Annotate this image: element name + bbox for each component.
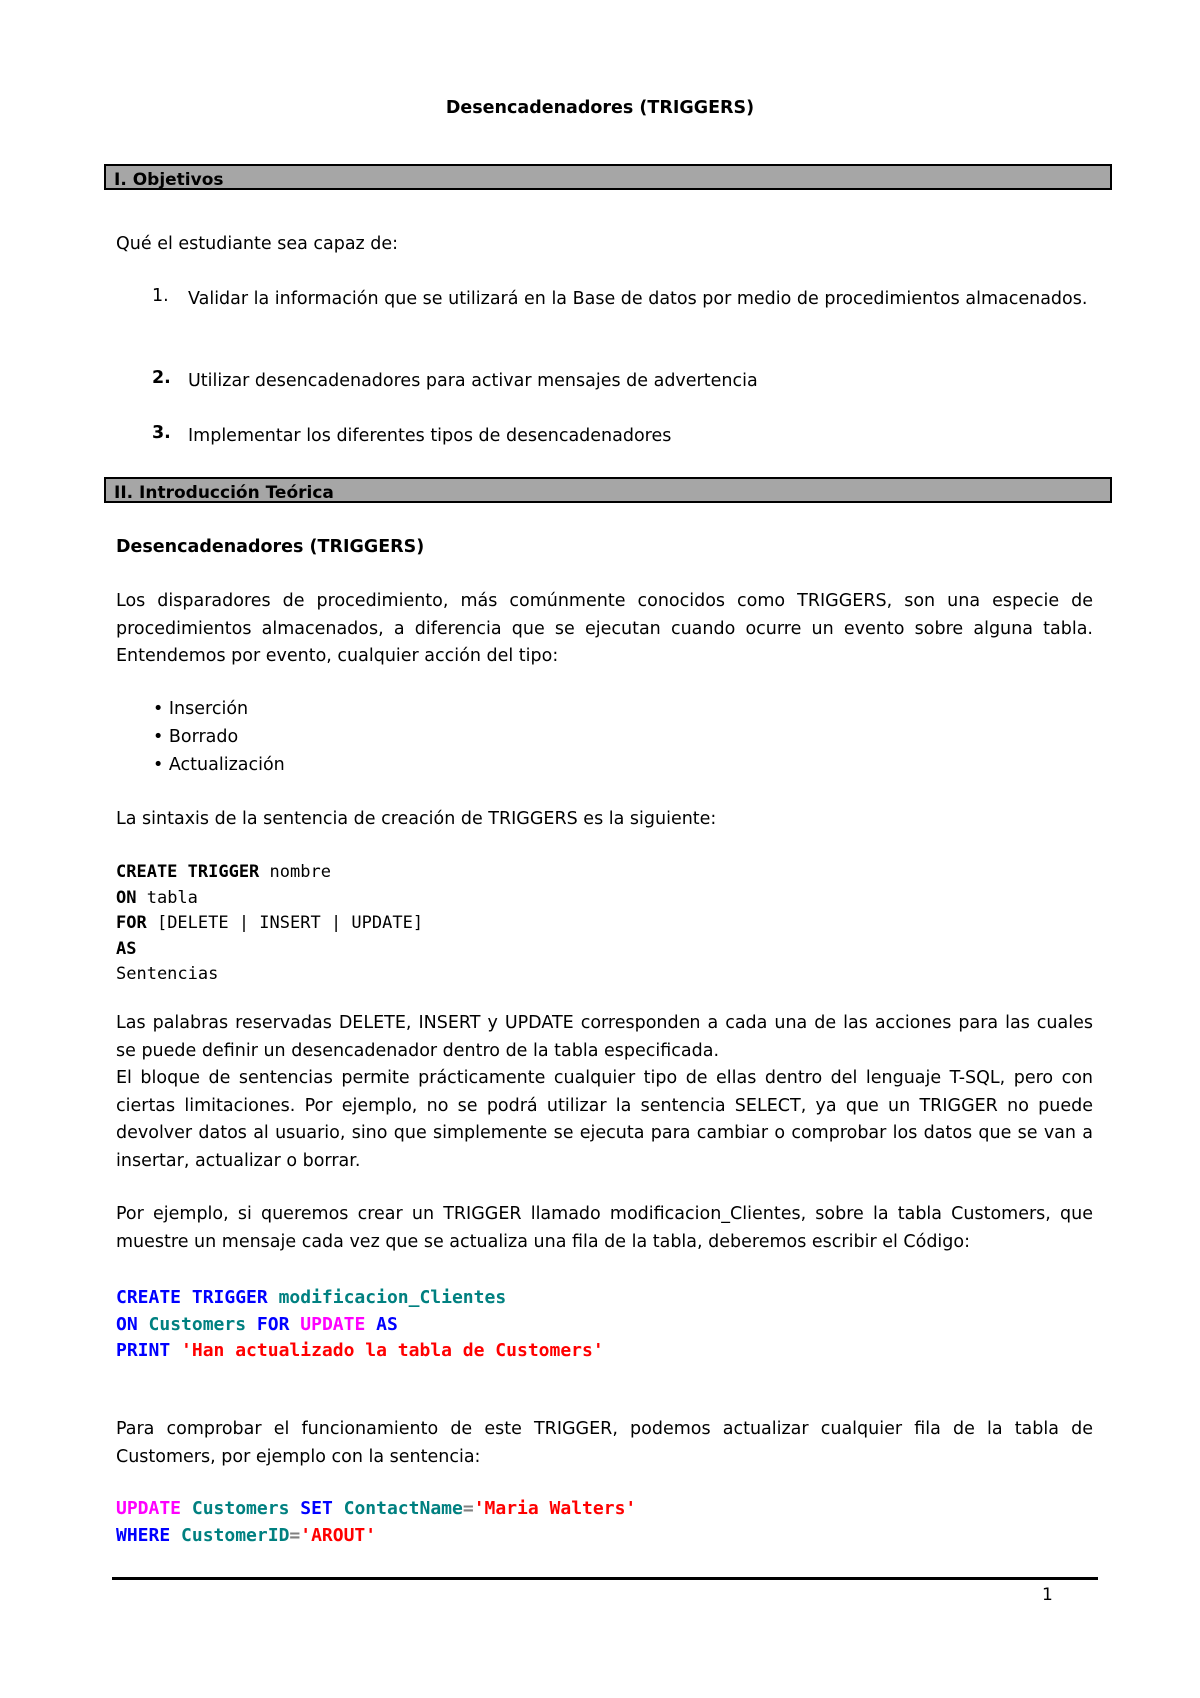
paragraph-example: Por ejemplo, si queremos crear un TRIGGER llamado modificacion_Clientes, sobre la tabla Customers, que muestre un mensaje cada vez que se actualiza una fila de la tabla, deberemos escribir el Código:: [116, 1204, 1093, 1252]
code-keyword: UPDATE: [300, 1313, 366, 1335]
section-heading-objetivos: I. Objetivos: [104, 164, 1112, 190]
code-keyword: CREATE TRIGGER: [116, 862, 260, 882]
code-keyword: ON: [116, 1313, 138, 1335]
footer-divider: [112, 1577, 1098, 1580]
paragraph-reserved-words: Las palabras reservadas DELETE, INSERT y UPDATE corresponden a cada una de las acciones para las cuales se puede definir un desencadenador dentro de la tabla especificada.: [116, 1013, 1093, 1061]
code-keyword: UPDATE: [116, 1498, 182, 1519]
code-keyword: FOR: [116, 913, 147, 933]
code-identifier: CustomerID: [181, 1524, 290, 1546]
bullet-item: • Actualización: [153, 755, 285, 775]
code-identifier: ContactName: [343, 1498, 463, 1519]
code-identifier: modificacion_Clientes: [278, 1287, 507, 1308]
code-keyword: AS: [376, 1313, 398, 1335]
section-heading-introduccion: II. Introducción Teórica: [104, 477, 1112, 503]
list-item-text: Validar la información que se utilizará en la Base de datos por medio de procedimientos almacenados.: [188, 289, 1088, 309]
code-operator: =: [462, 1498, 474, 1519]
code-keyword: CREATE: [116, 1287, 182, 1308]
list-item-number: 3.: [152, 423, 171, 443]
bullet-item: • Borrado: [153, 727, 239, 747]
code-keyword: AS: [116, 938, 137, 959]
objetivos-intro: Qué el estudiante sea capaz de:: [116, 234, 399, 254]
code-string: 'AROUT': [300, 1524, 377, 1546]
bullet-item: • Inserción: [153, 699, 249, 719]
paragraph-intro: Los disparadores de procedimiento, más comúnmente conocidos como TRIGGERS, son una especie de procedimientos almacenados, a diferencia que se ejecutan cuando ocurre un evento sobre alguna tabla. Entendemos por evento, cualquier acción del tipo:: [116, 591, 1093, 666]
document-title: Desencadenadores (TRIGGERS): [445, 98, 755, 118]
code-identifier: Customers: [148, 1313, 247, 1335]
code-text: [DELETE | INSERT | UPDATE]: [146, 913, 424, 933]
paragraph-test: Para comprobar el funcionamiento de este TRIGGER, podemos actualizar cualquier fila de la tabla de Customers, por ejemplo con la sentencia:: [116, 1419, 1093, 1467]
list-item-text: Utilizar desencadenadores para activar mensajes de advertencia: [188, 371, 758, 391]
page-number: 1: [1042, 1585, 1053, 1605]
code-text: nombre: [259, 862, 331, 882]
code-identifier: Customers: [191, 1498, 290, 1519]
syntax-code-block: [116, 860, 423, 988]
code-keyword: PRINT: [116, 1340, 171, 1361]
code-keyword: ON: [116, 887, 137, 908]
list-item-number: 1.: [152, 286, 169, 306]
list-item-number: 2.: [152, 368, 171, 388]
code-operator: =: [289, 1524, 301, 1546]
code-text: tabla: [136, 887, 198, 908]
test-code-block: [116, 1496, 636, 1549]
subheading-triggers: Desencadenadores (TRIGGERS): [116, 537, 425, 557]
code-string: 'Han actualizado la tabla de Customers': [181, 1340, 604, 1361]
code-keyword: TRIGGER: [191, 1287, 268, 1308]
paragraph-block: El bloque de sentencias permite prácticamente cualquier tipo de ellas dentro del lenguaje T-SQL, pero con ciertas limitaciones. Por ejemplo, no se podrá utilizar la sentencia SELECT, ya que un TRIGGER no puede devolver datos al usuario, sino que simplemente se ejecuta para cambiar o comprobar los datos que se van a insertar, actualizar o borrar.: [116, 1068, 1093, 1171]
code-keyword: WHERE: [116, 1524, 171, 1546]
code-keyword: SET: [300, 1498, 333, 1519]
example-code-block: [116, 1285, 604, 1365]
code-string: 'Maria Walters': [473, 1498, 637, 1519]
code-keyword: FOR: [256, 1313, 290, 1335]
list-item-text: Implementar los diferentes tipos de desencadenadores: [188, 426, 672, 446]
code-text: Sentencias: [116, 964, 219, 984]
syntax-intro: La sintaxis de la sentencia de creación de TRIGGERS es la siguiente:: [116, 809, 717, 829]
